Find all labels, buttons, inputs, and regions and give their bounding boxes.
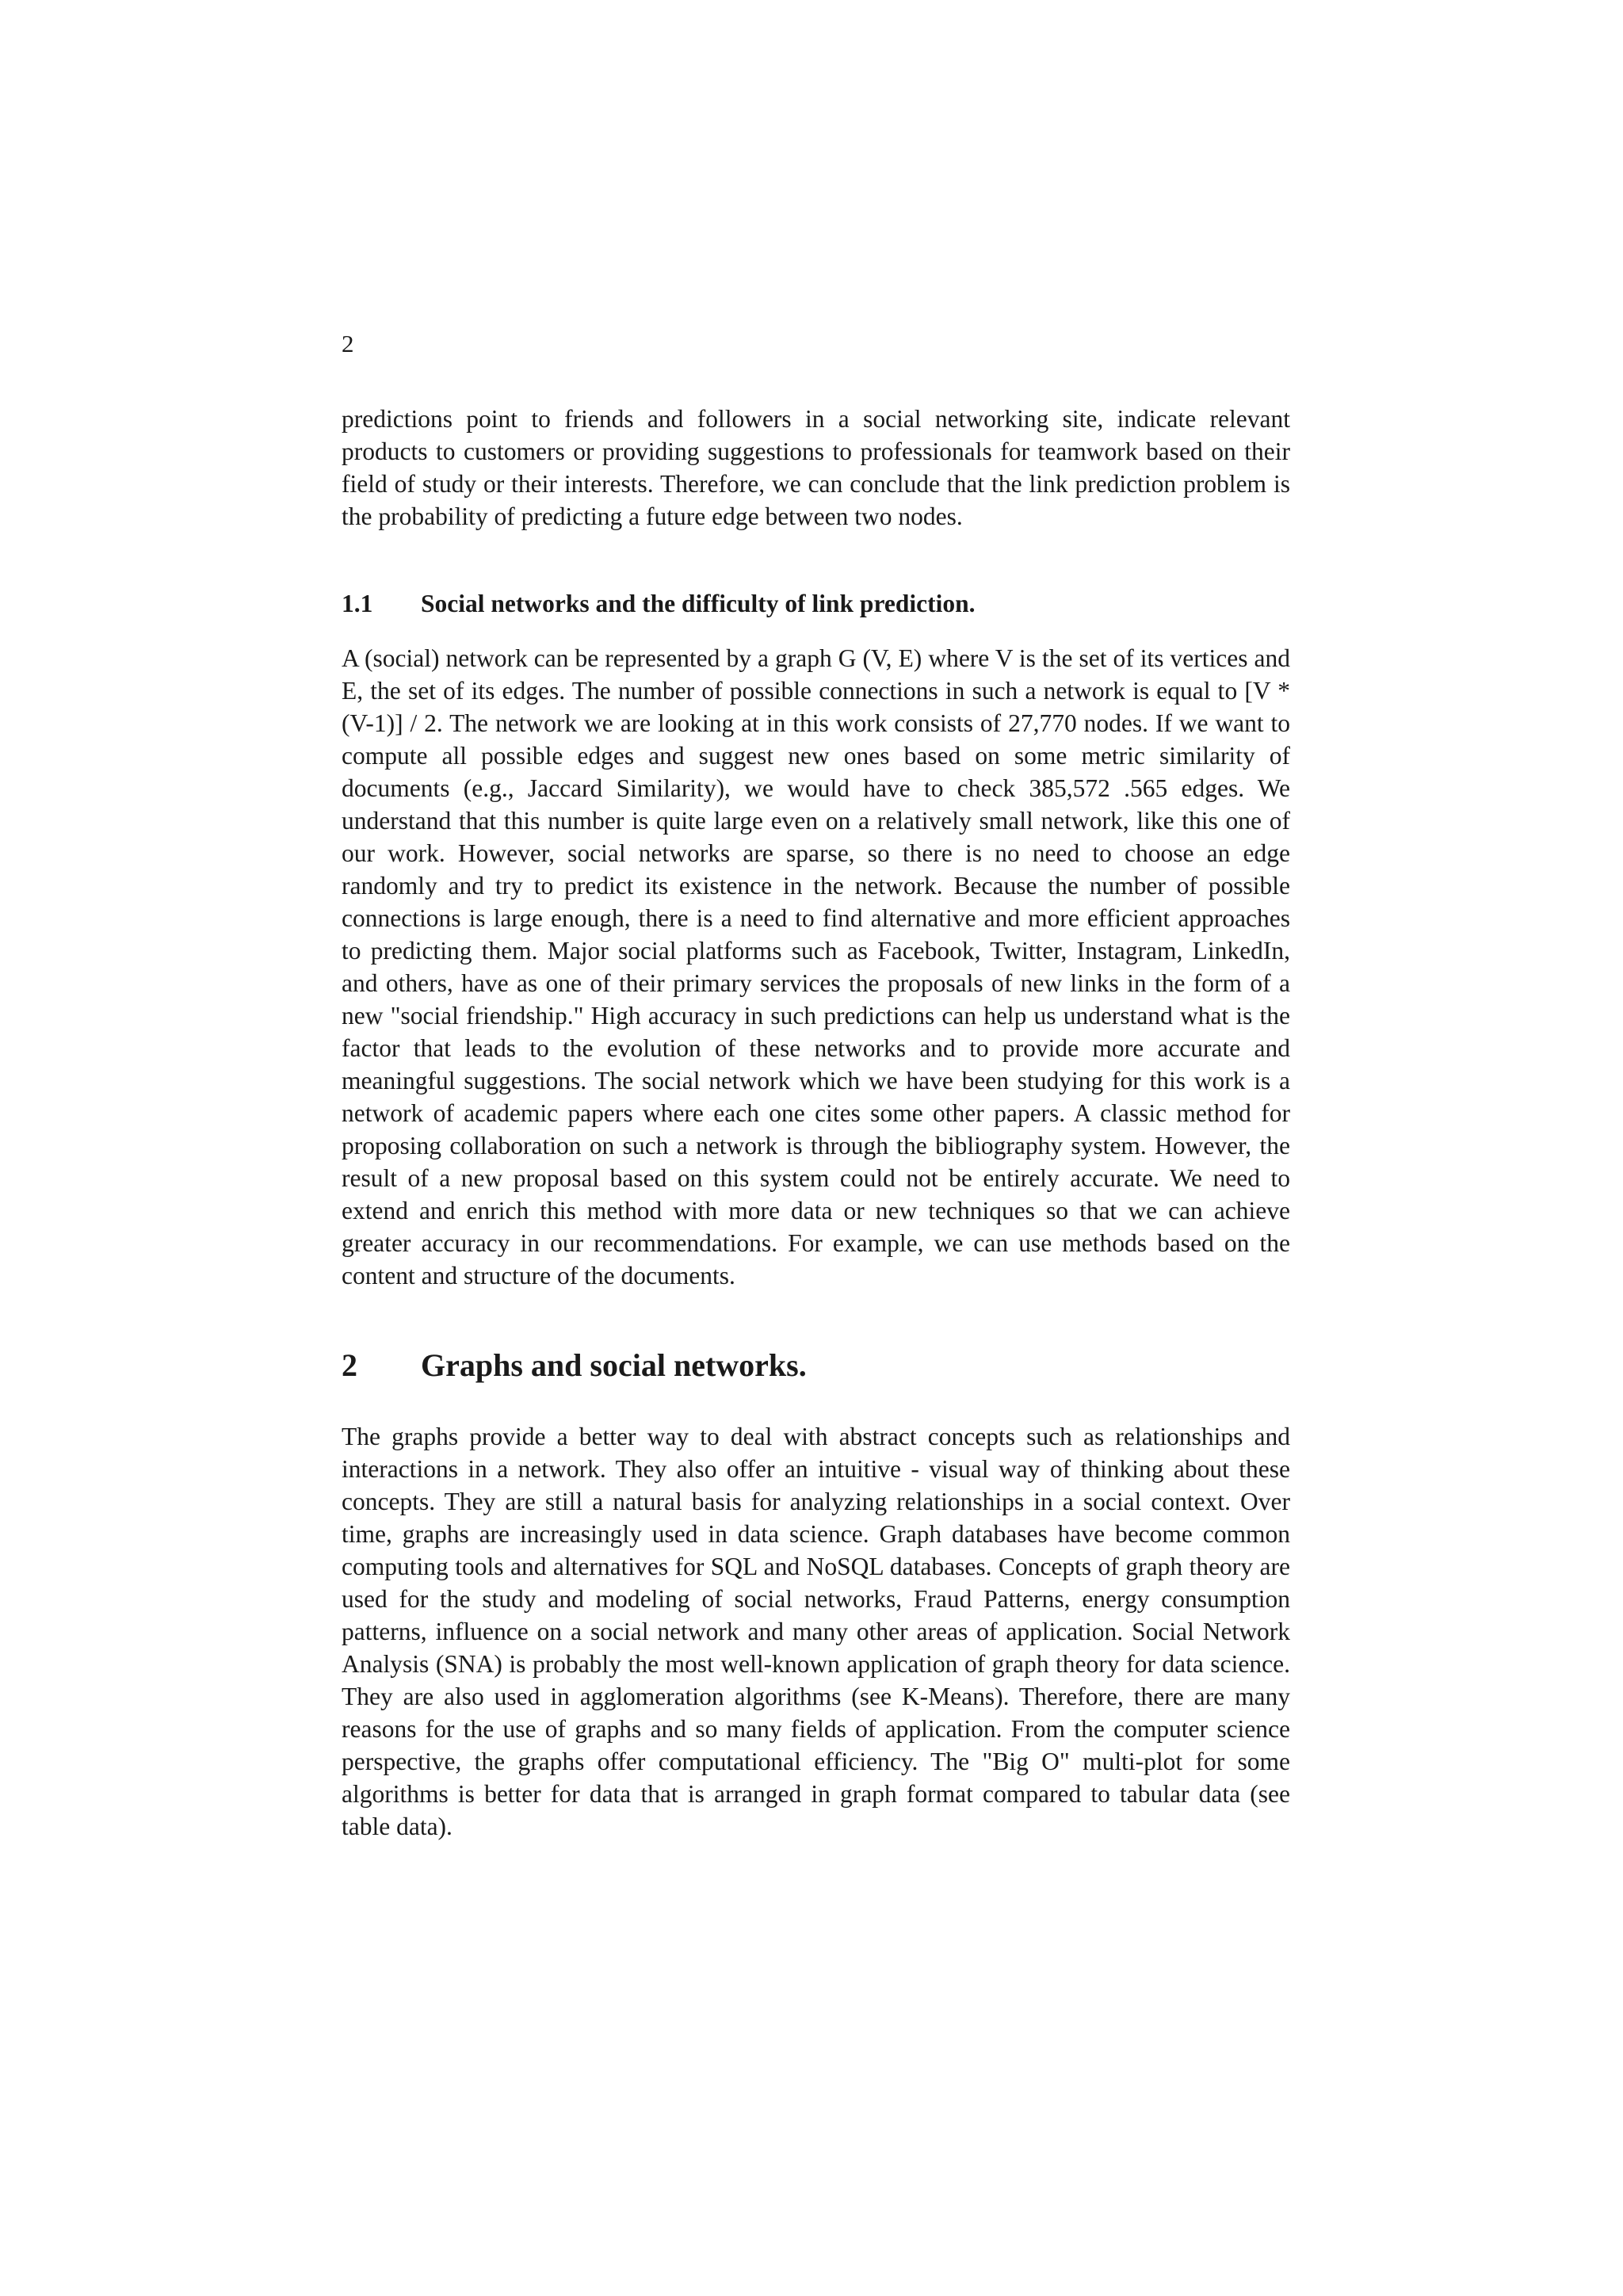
section-paragraph: The graphs provide a better way to deal with abstract concepts such as relationships and interactions in a network. They also offer an intuitive - visual way of thinking about these concepts. They are still a natural basis for analyzing relationships in a social context. Over time, graphs are increasingly used in data science. Graph databases have become common computing tools and alternatives for SQL and NoSQL databases. Concepts of graph theory are used for the study and modeling of social networks, Fraud Patterns, energy consumption patterns, influence on a social network and many other areas of application. Social Network Analysis (SNA) is probably the most well-known application of graph theory for data science. They are also used in agglomeration algorithms (see K-Means). Therefore, there are many reasons for the use of graphs and so many fields of application. From the computer science perspective, the graphs offer computational efficiency. The "Big O" multi-plot for some algorithms is better for data that is arranged in graph format compared to tabular data (see table data). [342,1423,1290,1840]
subsection-heading [342,588,1290,620]
subsection-title: Social networks and the difficulty of link prediction. [421,590,976,617]
text-column [342,403,1290,1843]
section-number: 2 [342,1347,357,1383]
subsection-number: 1.1 [342,590,373,617]
section-heading [342,1346,1290,1385]
page-number: 2 [342,330,354,357]
section-title: Graphs and social networks. [421,1347,807,1383]
subsection-paragraph: A (social) network can be represented by a graph G (V, E) where V is the set of its vertices and E, the set of its edges. The number of possible connections in such a network is equal to [V * (V-1)] / 2. The network we are looking at in this work consists of 27,770 nodes. If we want to compute all possible edges and suggest new ones based on some metric similarity of documents (e.g., Jaccard Similarity), we would have to check 385,572 .565 edges. We understand that this number is quite large even on a relatively small network, like this one of our work. However, social networks are sparse, so there is no need to choose an edge randomly and try to predict its existence in the network. Because the number of possible connections is large enough, there is a need to find alternative and more efficient approaches to predicting them. Major social platforms such as Facebook, Twitter, Instagram, LinkedIn, and others, have as one of their primary services the proposals of new links in the form of a new "social friendship." High accuracy in such predictions can help us understand what is the factor that leads to the evolution of these networks and to provide more accurate and meaningful suggestions. The social network which we have been studying for this work is a network of academic papers where each one cites some other papers. A classic method for proposing collaboration on such a network is through the bibliography system. However, the result of a new proposal based on this system could not be entirely accurate. We need to extend and enrich this method with more data or new techniques so that we can achieve greater accuracy in our recommendations. For example, we can use methods based on the content and structure of the documents. [342,644,1290,1289]
intro-paragraph: predictions point to friends and followers in a social networking site, indicate relevant products to customers or providing suggestions to professionals for teamwork based on their field of study or their interests. Therefore, we can conclude that the link prediction problem is the probability of predicting a future edge between two nodes. [342,405,1290,530]
